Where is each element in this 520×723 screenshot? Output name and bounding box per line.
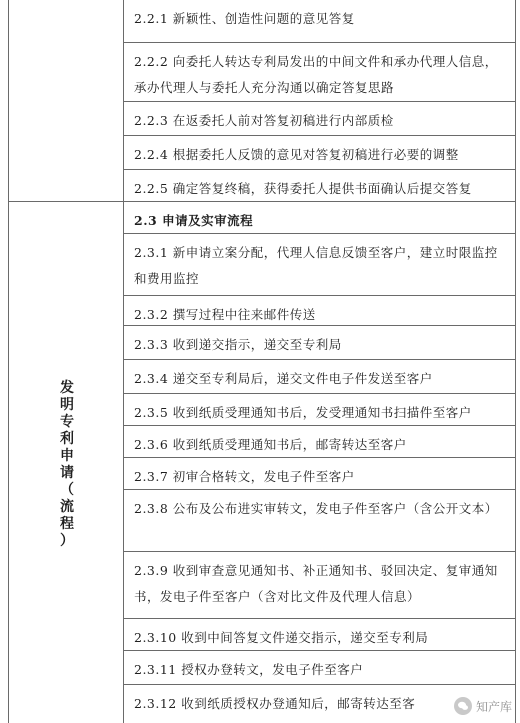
table-row: 2.3.2 撰写过程中往来邮件传送 bbox=[124, 295, 515, 325]
table-row: 2.3.6 收到纸质受理通知书后，邮寄转达至客户 bbox=[124, 425, 515, 457]
category-char: 程 bbox=[60, 516, 74, 532]
table-row: 2.2.2 向委托人转达专利局发出的中间文件和承办代理人信息，承办代理人与委托人充分沟通以确定答复思路 bbox=[124, 42, 515, 101]
table-row: 2.2.4 根据委托人反馈的意见对答复初稿进行必要的调整 bbox=[124, 135, 515, 169]
table-row: 2.2.3 在返委托人前对答复初稿进行内部质检 bbox=[124, 101, 515, 135]
category-char: 利 bbox=[60, 431, 74, 447]
table-row: 2.2.5 确定答复终稿，获得委托人提供书面确认后提交答复 bbox=[124, 169, 515, 201]
watermark-text: 知产库 bbox=[475, 699, 512, 714]
table-row: 2.2.1 新颖性、创造性问题的意见答复 bbox=[134, 11, 355, 26]
table-row: 2.3.7 初审合格转文，发电子件至客户 bbox=[124, 457, 515, 489]
category-char: 发 bbox=[60, 380, 74, 396]
content-column bbox=[124, 0, 516, 723]
category-char: 专 bbox=[60, 414, 74, 430]
category-column bbox=[8, 0, 124, 723]
category-char: ） bbox=[60, 533, 74, 549]
table-row: 2.3.11 授权办登转文，发电子件至客户 bbox=[124, 650, 515, 684]
table-row: 2.3.9 收到审查意见通知书、补正通知书、驳回决定、复审通知书，发电子件至客户（含对比文件及代理人信息） bbox=[124, 551, 515, 618]
category-char: 申 bbox=[60, 448, 74, 464]
table-row: 2.3.3 收到递交指示，递交至专利局 bbox=[124, 325, 515, 359]
table-row: 2.3.8 公布及公布进实审转文，发电子件至客户（含公开文本） bbox=[124, 489, 515, 551]
section-heading-row: 2.3 申请及实审流程 bbox=[124, 201, 515, 233]
watermark bbox=[454, 697, 512, 715]
category-char: 流 bbox=[60, 499, 74, 515]
category-char: （ bbox=[60, 482, 74, 498]
wechat-icon bbox=[454, 697, 472, 715]
category-char: 请 bbox=[60, 465, 74, 481]
table-row: 2.3.10 收到中间答复文件递交指示，递交至专利局 bbox=[124, 618, 515, 650]
table-row: 2.3.4 递交至专利局后，递交文件电子件发送至客户 bbox=[124, 359, 515, 393]
category-divider bbox=[9, 201, 125, 202]
table-row: 2.3.5 收到纸质受理通知书后，发受理通知书扫描件至客户 bbox=[124, 393, 515, 425]
category-char: 明 bbox=[60, 397, 74, 413]
table-row: 2.3.1 新申请立案分配，代理人信息反馈至客户，建立时限监控和费用监控 bbox=[124, 233, 515, 295]
category-label bbox=[57, 380, 77, 550]
document-table bbox=[8, 0, 516, 723]
table-row: 2.3.12 收到纸质授权办登通知后，邮寄转达至客 bbox=[124, 684, 515, 723]
